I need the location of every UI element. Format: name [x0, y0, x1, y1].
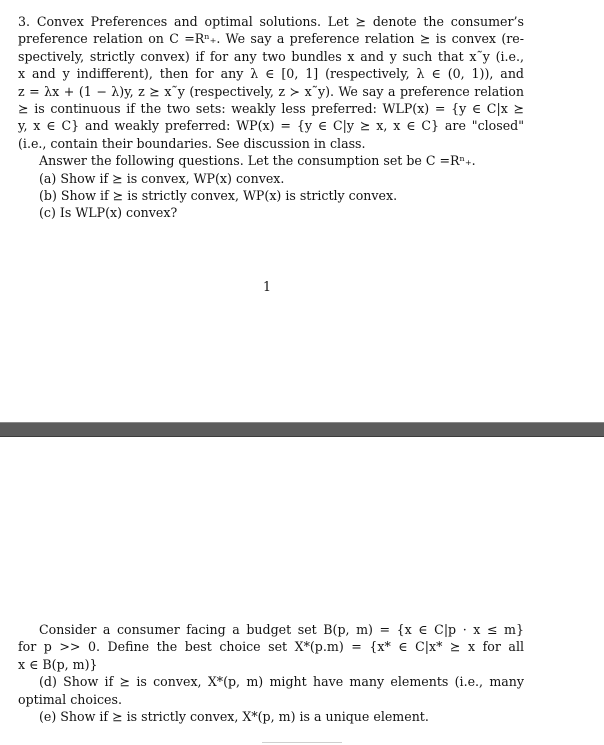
problem-line: z = λx + (1 − λ)y, z ⪰ x˜y (respectively, z ≻ x˜y). We say a preference relation [18, 83, 524, 99]
page-number: 1 [263, 279, 272, 294]
problem-statement [18, 13, 524, 222]
problem-line: y, x ∈ C} and weakly preferred: WP(x) = {y ∈ C|y ⪰ x, x ∈ C} are "closed" [18, 118, 524, 134]
footer-rule [262, 742, 342, 743]
page-divider [0, 422, 604, 437]
question-b: (b) Show if ⪰ is strictly convex, WP(x) is strictly convex. [39, 188, 398, 204]
budget-line: Consider a consumer facing a budget set B(p, m) = {x ∈ C|p · x ≤ m} [39, 622, 524, 637]
question-e: (e) Show if ⪰ is strictly convex, X*(p, m) is a unique element. [39, 709, 429, 725]
question-a: (a) Show if ⪰ is convex, WP(x) convex. [39, 170, 285, 186]
problem-line: (i.e., contain their boundaries. See discussion in class. [18, 135, 366, 151]
problem-line: preference relation on C =Rⁿ₊. We say a preference relation ⪰ is convex (re- [18, 31, 524, 47]
problem-line: ⪰ is continuous if the two sets: weakly less preferred: WLP(x) = {y ∈ C|x ⪰ [18, 101, 524, 117]
budget-line: x ∈ B(p, m)} [18, 656, 98, 672]
answer-prompt: Answer the following questions. Let the consumption set be C =Rⁿ₊. [39, 153, 476, 169]
page-bottom [0, 437, 604, 745]
problem-line: 3. Convex Preferences and optimal solutions. Let ⪰ denote the consumer’s [18, 14, 524, 29]
problem-line: x and y indifferent), then for any λ ∈ [0, 1] (respectively, λ ∈ (0, 1)), and [18, 66, 524, 82]
problem-line: spectively, strictly convex) if for any two bundles x and y such that x˜y (i.e., [18, 48, 524, 64]
question-d-continued: optimal choices. [18, 691, 122, 707]
budget-line: for p >> 0. Define the best choice set X*(p.m) = {x* ∈ C|x* ⪰ x for all [18, 639, 524, 655]
question-d: (d) Show if ⪰ is convex, X*(p, m) might have many elements (i.e., many [39, 674, 524, 690]
budget-statement [18, 621, 524, 725]
question-c: (c) Is WLP(x) convex? [39, 205, 178, 221]
